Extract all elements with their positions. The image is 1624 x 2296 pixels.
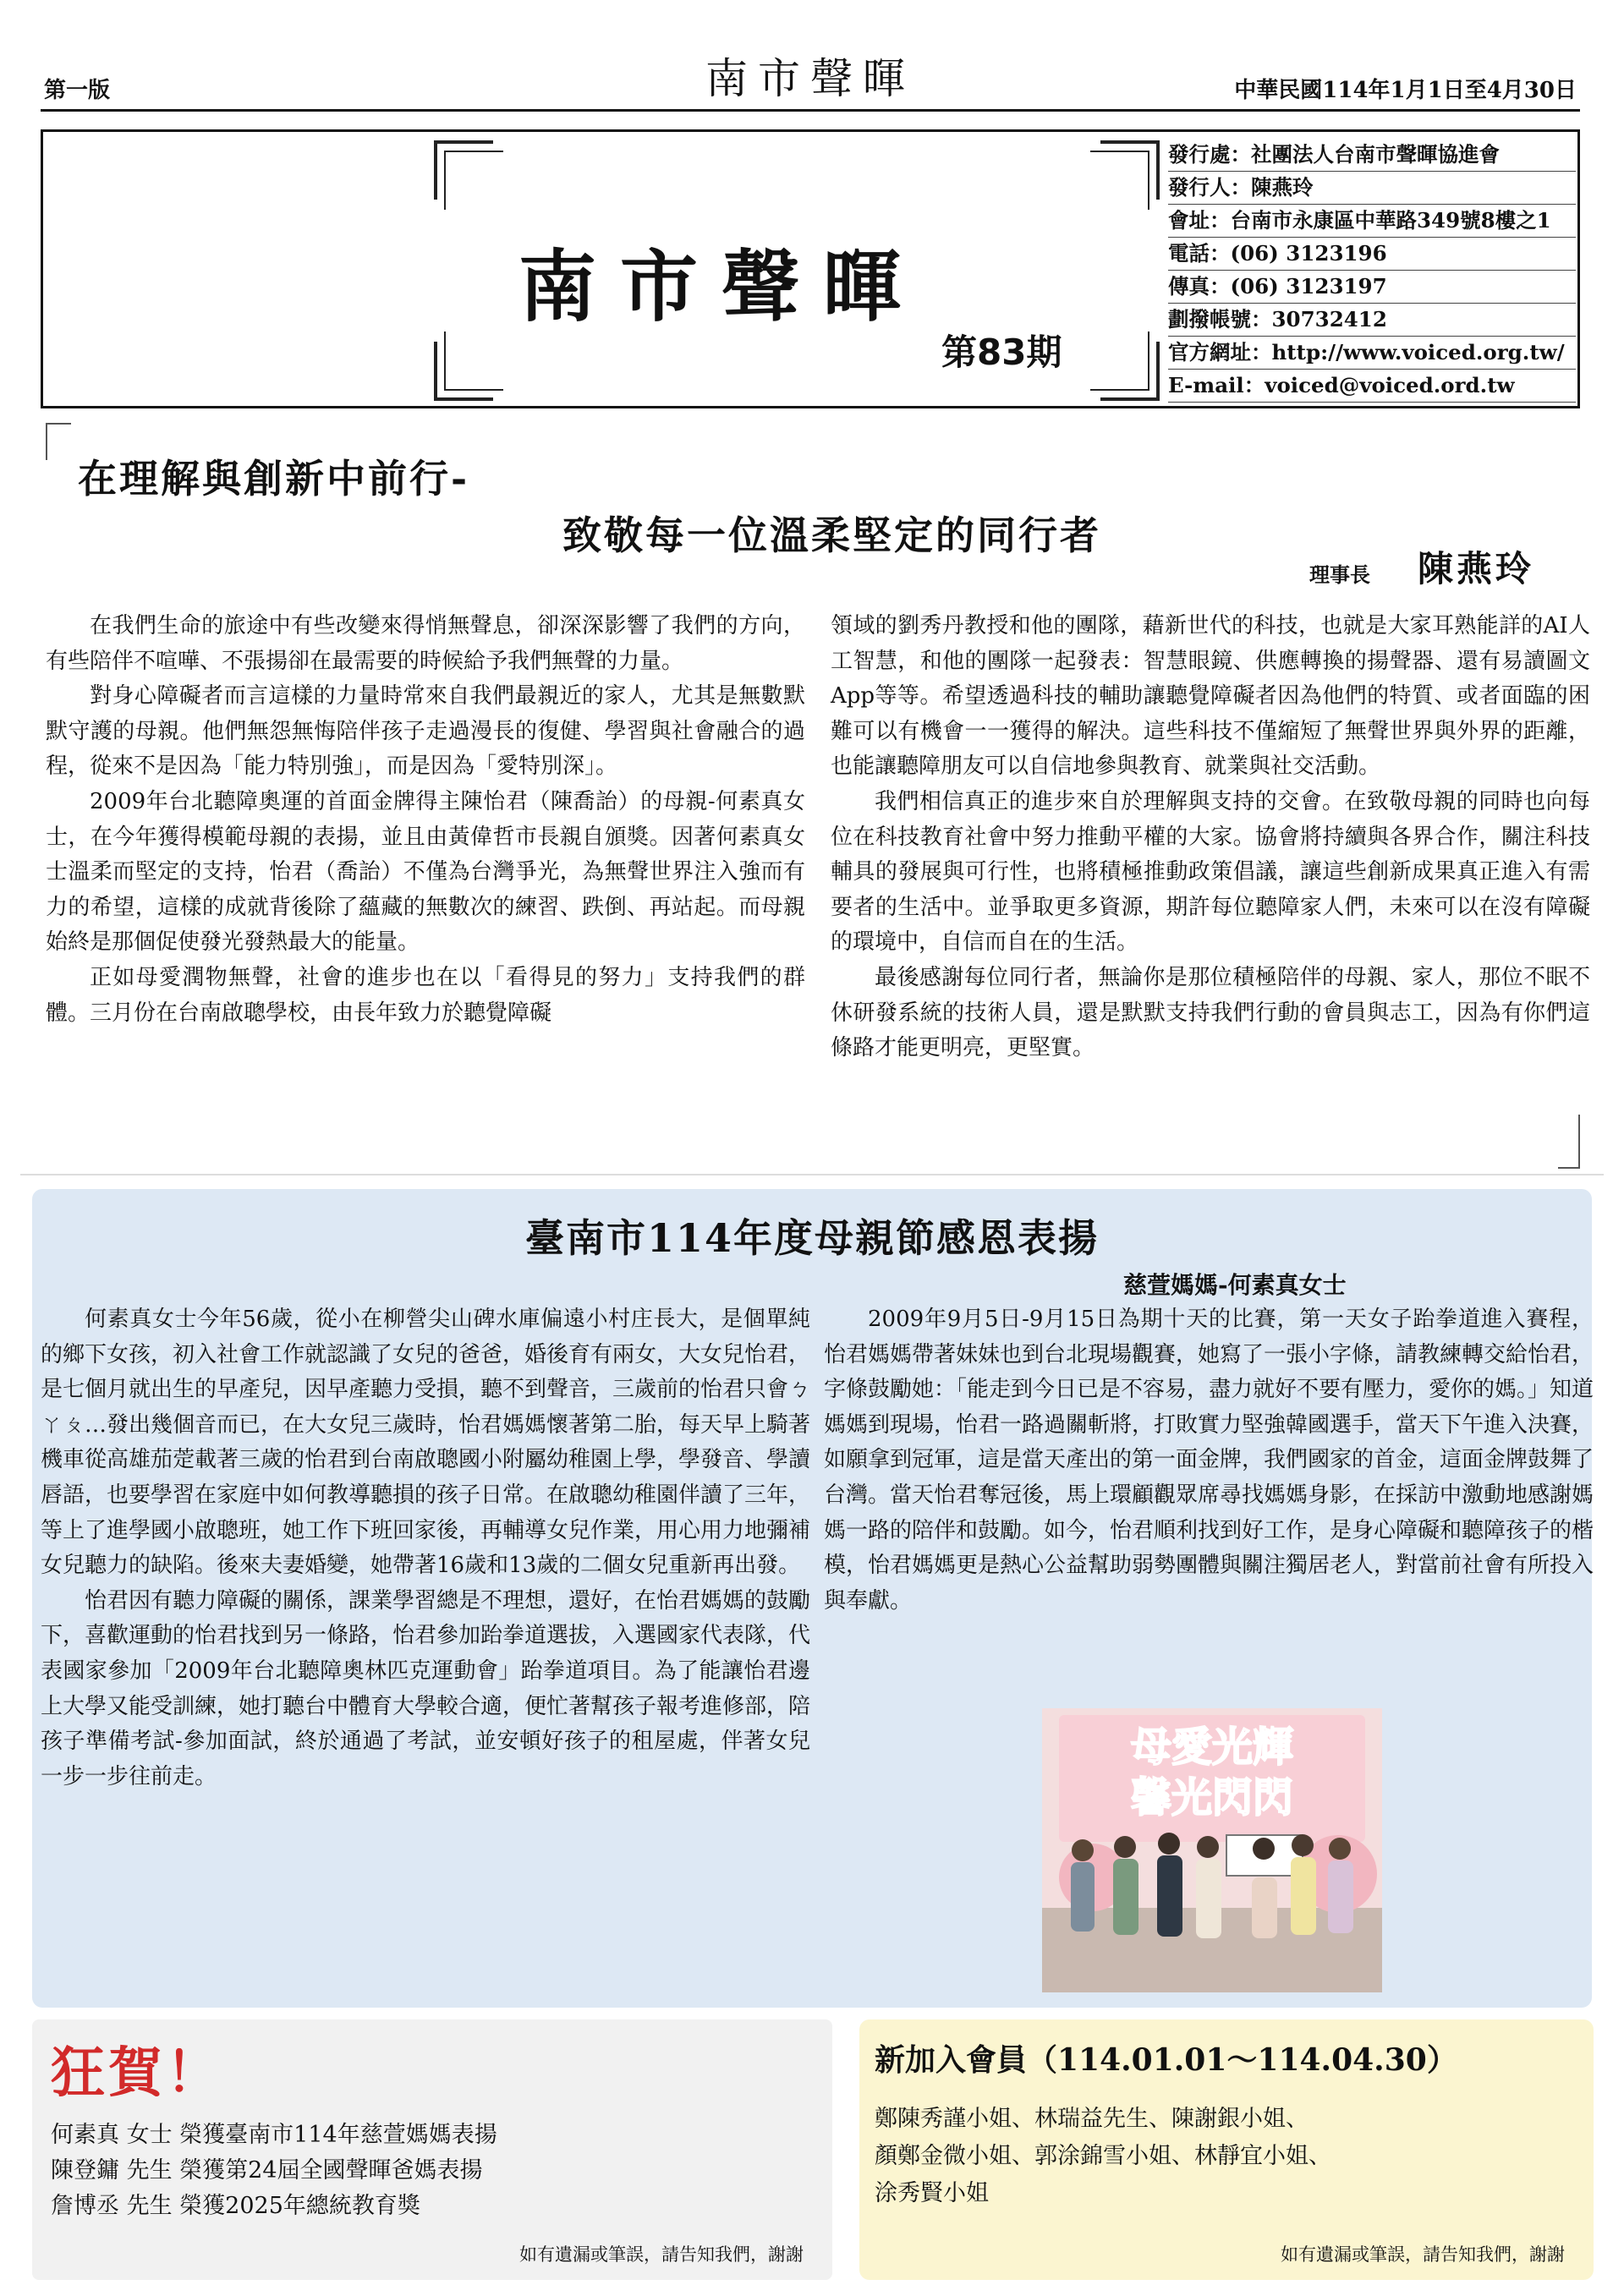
award-ceremony-illustration: [1042, 1708, 1382, 1992]
edition-label: 第一版: [44, 78, 111, 103]
congratulations-item: 陳登鏞 先生 榮獲第24屆全國聲暉爸媽表揚: [51, 2157, 483, 2184]
running-paper-name: 南市聲暉: [705, 54, 915, 103]
issue-date-range: 中華民國114年1月1日至4月30日: [1234, 78, 1577, 103]
new-members-title: 新加入會員（114.01.01～114.04.30）: [875, 2042, 1457, 2078]
publisher-info-email[interactable]: E-mail：voiced@voiced.ord.tw: [1168, 370, 1576, 403]
article-paragraph: 我們相信真正的進步來自於理解與支持的交會。在致敬母親的同時也向每位在科技教育社會中努力推動平權的大家。協會將持續與各界合作，關注科技輔具的發展與可行性，也將積極推動政策倡議，讓這些創新成果真正進入有需要者的生活中。並爭取更多資源，期許每位聽障家人們，未來可以在沒有障礙的環境中，自信而自在的生活。: [831, 788, 1590, 956]
correction-note: 如有遺漏或筆誤，請告知我們，謝謝: [1281, 2244, 1565, 2265]
new-members-box: [859, 2019, 1594, 2280]
mothers-day-paragraph: 2009年9月5日-9月15日為期十天的比賽，第一天女子跆拳道進入賽程，怡君媽媽帶著妹妹也到台北現場觀賽，她寫了一張小字條，請教練轉交給怡君，字條鼓勵她：「能走到今日已是不容易，盡力就好不要有壓力，愛你的媽。」知道媽媽到現場，怡君一路過關斬將，打敗實力堅強韓國選手，當天下午進入決賽，如願拿到冠軍，這是當天產出的第一面金牌，我們國家的首金，這面金牌鼓舞了台灣。當天怡君奪冠後，馬上環顧觀眾席尋找媽媽身影，在採訪中激動地感謝媽媽一路的陪伴和鼓勵。如今，怡君順利找到好工作，是身心障礙和聽障孩子的楷模，怡君媽媽更是熱心公益幫助弱勢團體與關注獨居老人，對當前社會有所投入與奉獻。: [824, 1307, 1594, 1614]
publisher-info-address: 會址：台南市永康區中華路349號8樓之1: [1168, 205, 1576, 238]
article-column-left: [46, 609, 805, 1031]
congratulations-box: [32, 2019, 832, 2280]
publisher-info-publisher: 發行人：陳燕玲: [1168, 172, 1576, 205]
article-column-right: [831, 609, 1590, 1066]
publisher-info: [1168, 139, 1576, 403]
article-paragraph-continued: 領域的劉秀丹教授和他的團隊，藉新世代的科技，也就是大家耳熟能詳的AI人工智慧，和他的團隊一起發表：智慧眼鏡、供應轉換的揚聲器、還有易讀圖文App等等。希望透過科技的輔助讓聽覺障礙者因為他們的特質、或者面臨的困難可以有機會一一獲得的解決。這些科技不僅縮短了無聲世界與外界的距離，也能讓聽障朋友可以自信地參與教育、就業與社交活動。: [831, 613, 1590, 780]
article-paragraph: 2009年台北聽障奧運的首面金牌得主陳怡君（陳喬詒）的母親-何素真女士，在今年獲得模範母親的表揚，並且由黃偉哲市長親自頒獎。因著何素真女士溫柔而堅定的支持，怡君（喬詒）不僅為台灣爭光，為無聲世界注入強而有力的希望，這樣的成就背後除了蘊藏的無數次的練習、跌倒、再站起。而母親始終是那個促使發光發熱最大的能量。: [46, 788, 805, 956]
mothers-day-column-left: [41, 1302, 810, 1795]
masthead-title-frame: [434, 140, 1160, 401]
mothers-day-title: 臺南市114年度母親節感恩表揚: [524, 1215, 1100, 1261]
article-title-line2: 致敬每一位溫柔堅定的同行者: [562, 512, 1101, 558]
publisher-info-website[interactable]: 官方網址：http://www.voiced.org.tw/: [1168, 337, 1576, 370]
congratulations-item: 詹博丞 先生 榮獲2025年總統教育獎: [51, 2193, 420, 2219]
frame-corner: [1090, 151, 1149, 210]
masthead: [41, 129, 1580, 408]
mothers-day-column-right: [824, 1302, 1594, 1619]
frame-corner: [444, 332, 503, 391]
mothers-day-paragraph: 怡君因有聽力障礙的關係，課業學習總是不理想，還好，在怡君媽媽的鼓勵下，喜歡運動的怡君找到另一條路，怡君參加跆拳道選拔，入選國家代表隊，代表國家參加「2009年台北聽障奧林匹克運動會」跆拳道項目。為了能讓怡君邊上大學又能受訓練，她打聽台中體育大學較合適，便忙著幫孩子報考進修部，陪孩子準備考試-參加面試，終於通過了考試，並安頓好孩子的租屋處，伴著女兒一步一步往前走。: [41, 1587, 811, 1789]
running-header: [41, 51, 1580, 112]
masthead-title: 南市聲暉: [518, 241, 925, 332]
issue-number: 第83期: [941, 332, 1062, 373]
article-corner-mark: [1558, 1115, 1580, 1169]
correction-note: 如有遺漏或筆誤，請告知我們，謝謝: [519, 2244, 804, 2265]
congratulations-list: [51, 2118, 497, 2224]
article-title-line1: 在理解與創新中前行-: [78, 456, 470, 501]
award-ceremony-photo: [1042, 1708, 1382, 1992]
publisher-info-phone: 電話：(06) 3123196: [1168, 238, 1576, 271]
article-paragraph: 正如母愛潤物無聲，社會的進步也在以「看得見的努力」支持我們的群體。三月份在台南啟聰學校，由長年致力於聽覺障礙: [46, 964, 805, 1026]
congratulations-title: 狂賀！: [51, 2041, 223, 2105]
article-corner-mark: [46, 423, 71, 460]
article-paragraph: 對身心障礙者而言這樣的力量時常來自我們最親近的家人，尤其是無數默默守護的母親。他們無怨無悔陪伴孩子走過漫長的復健、學習與社會融合的過程，從來不是因為「能力特別強」，而是因為「愛特別深」。: [46, 683, 805, 780]
publisher-info-publisher-org: 發行處：社團法人台南市聲暉協進會: [1168, 139, 1576, 172]
mothers-day-paragraph: 何素真女士今年56歲，從小在柳營尖山碑水庫偏遠小村庄長大，是個單純的鄉下女孩，初入社會工作就認識了女兒的爸爸，婚後育有兩女，大女兒怡君，是七個月就出生的早產兒，因早產聽力受損，聽不到聲音，三歲前的怡君只會ㄅㄚㄆ…發出幾個音而已，在大女兒三歲時，怡君媽媽懷著第二胎，每天早上騎著機車從高雄茄萣載著三歲的怡君到台南啟聰國小附屬幼稚園上學，學發音、學讀唇語，也要學習在家庭中如何教導聽損的孩子日常。在啟聰幼稚園伴讀了三年，等上了進學國小啟聰班，她工作下班回家後，再輔導女兒作業，用心用力地彌補女兒聽力的缺陷。後來夫妻婚變，她帶著16歲和13歲的二個女兒重新再出發。: [41, 1307, 811, 1579]
publisher-info-account: 劃撥帳號：30732412: [1168, 304, 1576, 337]
frame-corner: [444, 151, 503, 210]
article-paragraph: 在我們生命的旅途中有些改變來得悄無聲息，卻深深影響了我們的方向，有些陪伴不喧嘩、不張揚卻在最需要的時候給予我們無聲的力量。: [46, 613, 805, 674]
new-members-list: 鄭陳秀謹小姐、林瑞益先生、陳謝銀小姐、 顏鄭金微小姐、郭涂錦雪小姐、林靜宜小姐、 涂秀賢小姐: [875, 2106, 1331, 2206]
author-name: 陳燕玲: [1418, 548, 1535, 589]
section-divider: [20, 1174, 1604, 1175]
article-paragraph: 最後感謝每位同行者，無論你是那位積極陪伴的母親、家人，那位不眠不休研發系統的技術人員，還是默默支持我們行動的會員與志工，因為有你們這條路才能更明亮，更堅實。: [831, 964, 1590, 1061]
publisher-info-fax: 傳真：(06) 3123197: [1168, 271, 1576, 304]
photo-banner-line2: 馨光閃閃: [1130, 1774, 1294, 1822]
congratulations-item: 何素真 女士 榮獲臺南市114年慈萱媽媽表揚: [51, 2122, 497, 2148]
photo-banner-line1: 母愛光輝: [1130, 1723, 1294, 1771]
mothers-day-section: [32, 1189, 1592, 2008]
author-role: 理事長: [1309, 562, 1370, 587]
frame-corner: [1090, 332, 1149, 391]
mothers-day-subtitle: 慈萱媽媽-何素真女士: [1123, 1271, 1347, 1299]
